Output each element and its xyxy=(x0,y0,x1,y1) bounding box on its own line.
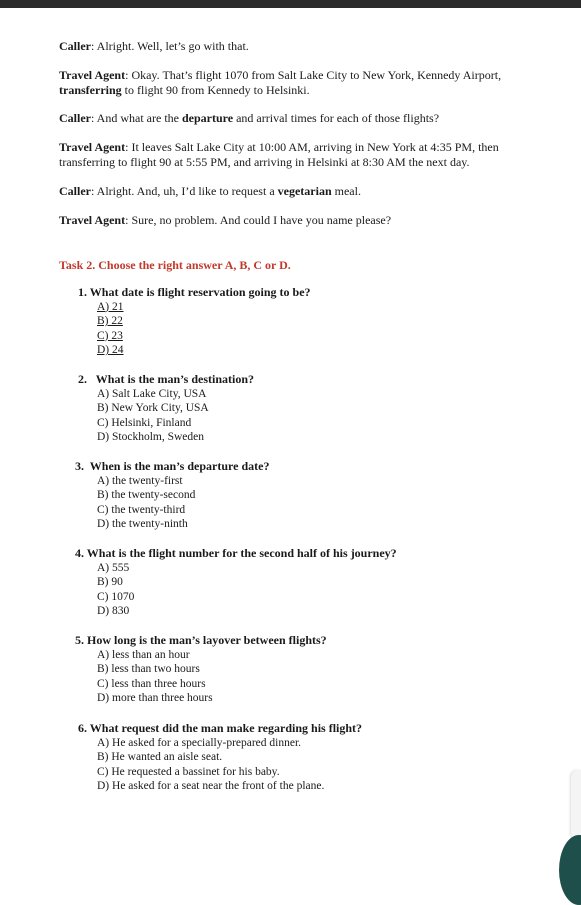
dialogue-text: : Okay. That’s flight 1070 from Salt Lake City to New York, Kennedy Airport, xyxy=(125,68,502,82)
dialogue-text: : It leaves Salt Lake City at 10:00 AM, arriving in New York at 4:35 PM, then transferring to flight 90 at 5:55 PM, and arriving in Helsinki at 8:30 AM the next day. xyxy=(59,140,499,169)
question-text: 4. What is the flight number for the second half of his journey? xyxy=(75,546,397,560)
question-block xyxy=(78,372,548,445)
question-text: 5. How long is the man’s layover between flights? xyxy=(75,633,327,647)
answer-option[interactable]: C) 1070 xyxy=(97,590,135,603)
dialogue-bold-word: vegetarian xyxy=(277,184,332,198)
dialogue-text: meal. xyxy=(331,184,361,198)
answer-option[interactable]: A) He asked for a specially-prepared dinner. xyxy=(97,736,302,749)
dialogue-line xyxy=(59,213,539,228)
question-text: 2. What is the man’s destination? xyxy=(78,372,255,386)
dialogue-text: : And what are the xyxy=(91,111,182,125)
dialogue-text: and arrival times for each of those flights? xyxy=(233,111,440,125)
answer-option[interactable]: D) the twenty-ninth xyxy=(97,518,188,531)
speaker-name: Travel Agent xyxy=(59,140,126,154)
dialogue-line xyxy=(59,184,539,199)
dialogue-line xyxy=(59,68,539,97)
answer-option[interactable]: B) the twenty-second xyxy=(97,489,196,502)
speaker-name: Travel Agent xyxy=(59,68,126,82)
answer-option[interactable]: D) He asked for a seat near the front of the plane. xyxy=(97,780,325,793)
answer-options xyxy=(78,300,548,358)
page-edge-overlay xyxy=(571,770,581,840)
answer-options xyxy=(75,561,545,619)
question-block xyxy=(75,633,545,706)
answer-option[interactable]: D) 24 xyxy=(97,344,124,357)
question-block xyxy=(75,459,545,532)
question-block xyxy=(75,546,545,619)
dialogue-line xyxy=(59,111,539,126)
answer-option[interactable]: C) 23 xyxy=(97,329,123,342)
dialogue-bold-word: transferring xyxy=(59,82,122,97)
answer-option[interactable]: A) 21 xyxy=(97,300,124,313)
dialogue-line xyxy=(59,140,539,169)
answer-options xyxy=(78,387,548,445)
speaker-name: Travel Agent xyxy=(59,213,126,227)
answer-option[interactable]: A) less than an hour xyxy=(97,648,190,661)
answer-option[interactable]: C) the twenty-third xyxy=(97,503,186,516)
answer-option[interactable]: A) 555 xyxy=(97,561,130,574)
answer-option[interactable]: C) Helsinki, Finland xyxy=(97,416,192,429)
question-block xyxy=(78,721,548,794)
question-text: 1. What date is flight reservation going to be? xyxy=(78,285,311,299)
answer-option[interactable]: B) He wanted an aisle seat. xyxy=(97,751,223,764)
dialogue-text: to flight 90 from Kennedy to Helsinki. xyxy=(121,82,310,97)
answer-options xyxy=(75,648,545,706)
speaker-name: Caller xyxy=(59,111,91,125)
dialogue-line xyxy=(59,39,539,54)
question-block xyxy=(78,285,548,358)
answer-option[interactable]: A) the twenty-first xyxy=(97,474,183,487)
speaker-name: Caller xyxy=(59,39,91,53)
answer-option[interactable]: C) less than three hours xyxy=(97,677,206,690)
question-text: 6. What request did the man make regarding his flight? xyxy=(78,721,363,735)
answer-options xyxy=(75,474,545,532)
answer-option[interactable]: B) less than two hours xyxy=(97,663,200,676)
corner-decoration xyxy=(559,835,581,905)
answer-option[interactable]: C) He requested a bassinet for his baby. xyxy=(97,765,280,778)
answer-option[interactable]: D) 830 xyxy=(97,605,130,618)
dialogue-text: : Alright. And, uh, I’d like to request a xyxy=(91,184,278,198)
dialogue-text: : Sure, no problem. And could I have you name please? xyxy=(125,213,392,227)
answer-option[interactable]: B) 22 xyxy=(97,315,123,328)
dialogue-bold-word: departure xyxy=(181,111,234,125)
task-title: Task 2. Choose the right answer A, B, C or D. xyxy=(59,258,291,272)
answer-option[interactable]: B) 90 xyxy=(97,576,123,589)
answer-option[interactable]: A) Salt Lake City, USA xyxy=(97,387,207,400)
answer-option[interactable]: D) Stockholm, Sweden xyxy=(97,431,205,444)
dialogue-text: : Alright. Well, let’s go with that. xyxy=(91,39,249,53)
answer-option[interactable]: D) more than three hours xyxy=(97,692,213,705)
answer-option[interactable]: B) New York City, USA xyxy=(97,402,209,415)
answer-options xyxy=(78,736,548,794)
speaker-name: Caller xyxy=(59,184,91,198)
question-text: 3. When is the man’s departure date? xyxy=(75,459,270,473)
